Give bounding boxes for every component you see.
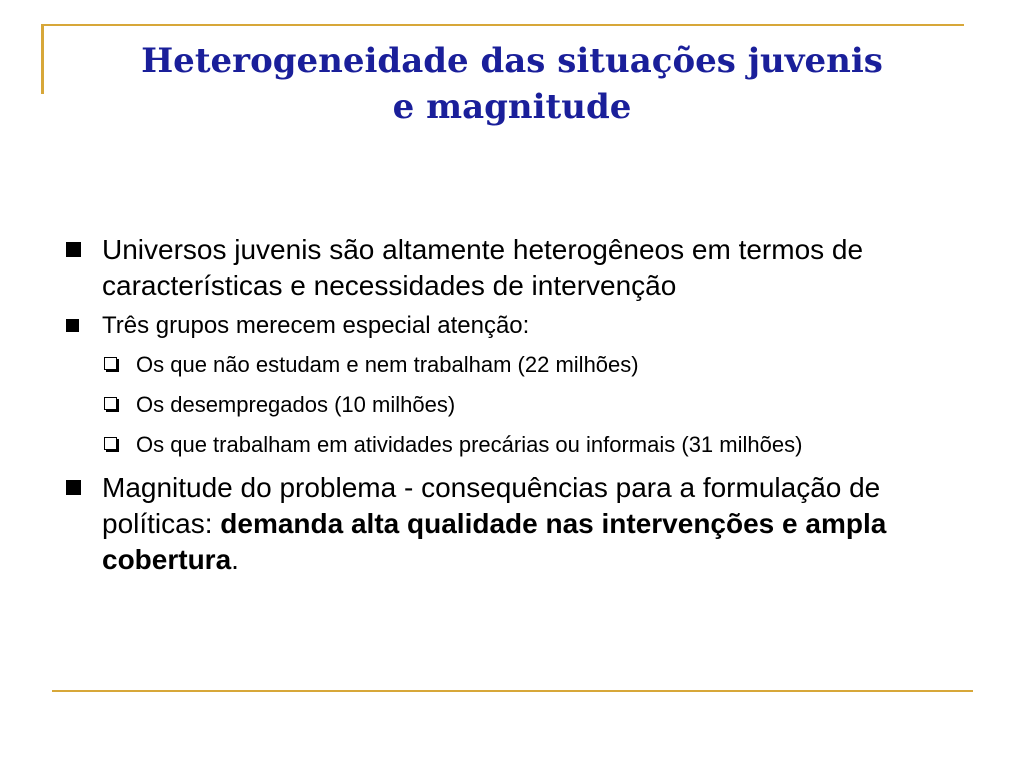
sub-bullet-item	[104, 430, 982, 460]
sub-bullet-item	[104, 390, 982, 420]
sub-bullet-item	[104, 350, 982, 380]
checkbox-bullet-icon	[104, 357, 117, 370]
square-bullet-icon	[66, 242, 81, 257]
square-bullet-icon	[66, 319, 79, 332]
bullet-item	[62, 310, 982, 342]
bullet-text-suffix: .	[231, 544, 239, 575]
bullet-text: Três grupos merecem especial atenção:	[102, 312, 530, 339]
square-bullet-icon	[66, 480, 81, 495]
bullet-text-emphasis: demanda alta qualidade nas intervenções e ampla cobertura	[102, 508, 887, 575]
slide-title	[60, 38, 964, 130]
sub-bullet-text: Os que trabalham em atividades precárias ou informais (31 milhões)	[136, 432, 803, 457]
frame-top-line	[41, 24, 964, 26]
checkbox-bullet-icon	[104, 437, 117, 450]
sub-bullet-text: Os que não estudam e nem trabalham (22 milhões)	[136, 352, 639, 377]
bullet-item	[62, 470, 982, 578]
bullet-text-prefix: Magnitude do problema - consequências para a formulação de políticas:	[102, 472, 881, 539]
checkbox-bullet-icon	[104, 397, 117, 410]
slide-content	[62, 232, 982, 584]
frame-left-line	[41, 24, 44, 94]
slide-title-line-2: e magnitude	[392, 87, 632, 127]
frame-bottom-line	[52, 690, 973, 692]
bullet-text: Universos juvenis são altamente heterogêneos em termos de características e necessidades de intervenção	[102, 234, 864, 301]
sub-bullet-text: Os desempregados (10 milhões)	[136, 392, 456, 417]
bullet-item	[62, 232, 982, 304]
slide-title-line-1: Heterogeneidade das situações juvenis	[141, 41, 883, 81]
